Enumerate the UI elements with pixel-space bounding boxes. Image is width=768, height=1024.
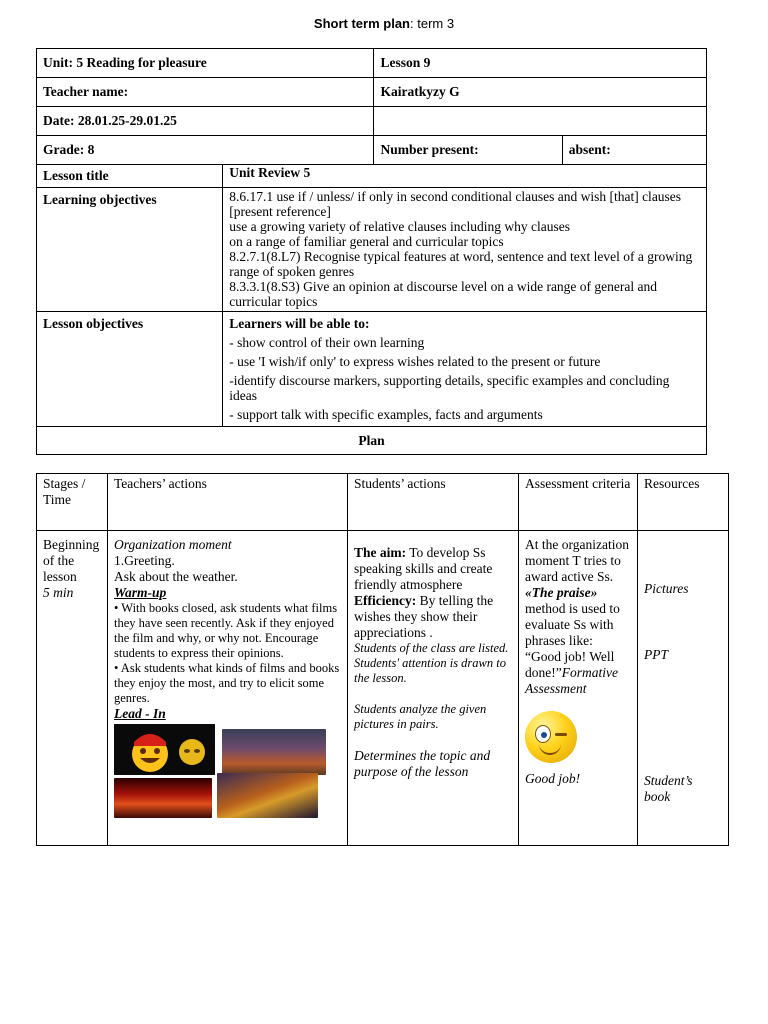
greeting: 1.Greeting. [114, 553, 175, 568]
plan-heading: Plan [37, 427, 707, 455]
teacher-actions-cell [108, 531, 348, 846]
leadin-pictures [114, 724, 341, 820]
page-title [0, 16, 768, 31]
lesson-objectives-label: Lesson objectives [37, 312, 223, 427]
resource-pictures: Pictures [644, 581, 689, 596]
heroes-picture [217, 773, 318, 818]
emoji-picture [114, 724, 215, 775]
castle-picture [222, 729, 326, 775]
warmup-item: • With books closed, ask students what films they have seen recently. Ask if they enjoyed the film and why, or why not. Encourage students to express their opinions. [114, 601, 338, 660]
learning-objective: 8.2.7.1(8.L7) Recognise typical features at word, sentence and text level of a growing range of spoken genres [229, 249, 693, 279]
praise-method: «The praise» [525, 585, 598, 600]
stage-cell [37, 531, 108, 846]
header-assessment: Assessment criteria [519, 474, 638, 531]
header-teachers-actions: Teachers’ actions [108, 474, 348, 531]
lesson-title-value: Unit Review 5 [223, 165, 707, 188]
stage-name: Beginning of the lesson [43, 537, 100, 584]
empty-cell [374, 107, 707, 136]
lesson-objective: - use 'I wish/if only' to express wishes related to the present or future [229, 354, 601, 369]
number-present-cell: Number present: [374, 136, 562, 165]
students-attention: Students' attention is drawn to the lesson. [354, 656, 506, 685]
students-actions-cell [348, 531, 519, 846]
assessment-text-1: At the organization moment T tries to award active Ss. [525, 537, 629, 584]
assessment-text-2: method is used to evaluate Ss with phrases like: “Good job! Well done!” [525, 601, 620, 680]
efficiency-text: By telling the wishes they show their appreciations . [354, 593, 494, 640]
students-determine: Determines the topic and purpose of the lesson [354, 748, 491, 779]
lesson-cell: Lesson 9 [374, 49, 707, 78]
wink-smiley-icon [525, 711, 577, 763]
leadin-heading: Lead - In [114, 706, 166, 721]
learning-objective: use a growing variety of relative clauses including why clauses [229, 219, 571, 234]
header-stages: Stages / Time [37, 474, 108, 531]
resources-cell [638, 531, 729, 846]
lesson-objective: -identify discourse markers, supporting details, specific examples and concluding ideas [229, 373, 670, 403]
org-moment: Organization moment [114, 537, 232, 552]
aim-label: The aim: [354, 545, 407, 560]
title-rest: : term 3 [410, 16, 455, 31]
learning-objective: on a range of familiar general and curricular topics [229, 234, 504, 249]
efficiency-label: Efficiency: [354, 593, 417, 608]
learning-objective: 8.6.17.1 use if / unless/ if only in second conditional clauses and wish [that] clauses [present reference] [229, 189, 682, 219]
students-listed: Students of the class are listed. [354, 641, 509, 655]
unit-cell: Unit: 5 Reading for pleasure [37, 49, 374, 78]
grade-cell: Grade: 8 [37, 136, 374, 165]
plan-table [36, 473, 729, 846]
header-resources: Resources [638, 474, 729, 531]
title-bold: Short term plan [313, 16, 410, 31]
aim-text: To develop Ss speaking skills and create friendly atmosphere [354, 545, 493, 592]
warmup-item: • Ask students what kinds of films and books they enjoy the most, and try to elicit some genres. [114, 661, 340, 705]
red-picture [114, 778, 212, 818]
absent-cell: absent: [562, 136, 706, 165]
lesson-objective: - support talk with specific examples, facts and arguments [229, 407, 543, 422]
learning-objectives-label: Learning objectives [37, 188, 223, 312]
lesson-info-table [36, 48, 707, 455]
resource-book: Student’s book [644, 773, 693, 804]
formative-assessment: Formative Assessment [525, 665, 618, 696]
efficiency [354, 593, 512, 641]
good-job-label: Good job! [525, 771, 581, 786]
lesson-objective: - show control of their own learning [229, 335, 425, 350]
stage-time: 5 min [43, 585, 74, 600]
teacher-label: Teacher name: [37, 78, 374, 107]
assessment-cell [519, 531, 638, 846]
learning-objective: 8.3.3.1(8.S3) Give an opinion at discourse level on a wide range of general and curricular topics [229, 279, 658, 309]
lesson-objectives-list [223, 312, 707, 427]
resource-ppt: PPT [644, 647, 669, 662]
aim [354, 545, 512, 593]
teacher-value: Kairatkyzy G [374, 78, 707, 107]
header-students-actions: Students’ actions [348, 474, 519, 531]
lesson-title-label: Lesson title [37, 165, 223, 188]
assessment-text [525, 537, 631, 697]
lesson-objectives-intro: Learners will be able to: [229, 316, 370, 331]
warmup-heading: Warm-up [114, 585, 167, 600]
weather: Ask about the weather. [114, 569, 238, 584]
learning-objectives-list [223, 188, 707, 312]
students-analyze: Students analyze the given pictures in pairs. [354, 702, 487, 731]
date-cell: Date: 28.01.25-29.01.25 [37, 107, 374, 136]
